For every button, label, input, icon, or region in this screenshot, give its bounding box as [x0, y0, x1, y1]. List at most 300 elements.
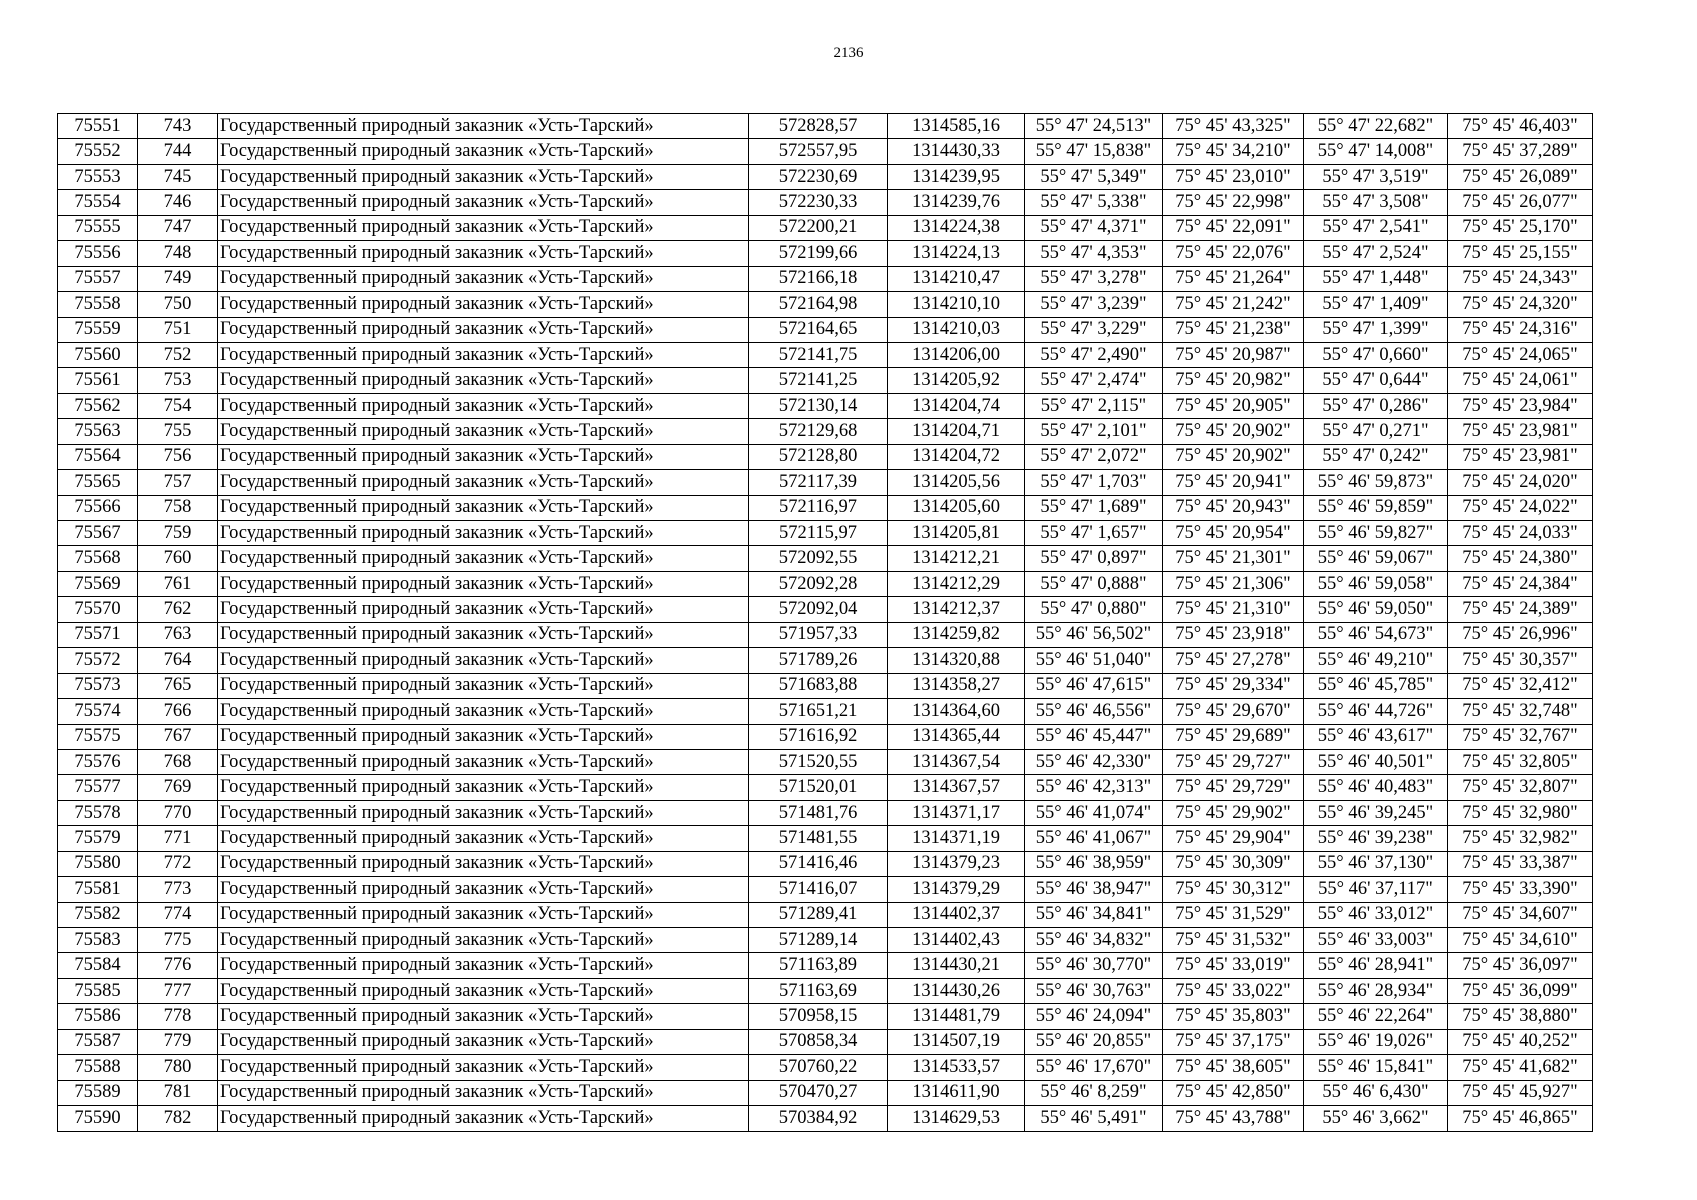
coord-y-cell: 1314205,60	[888, 495, 1025, 520]
point-number-cell: 773	[138, 877, 218, 902]
latitude-1-cell: 55° 46' 34,832"	[1025, 928, 1163, 953]
coord-y-cell: 1314212,29	[888, 571, 1025, 596]
latitude-2-cell: 55° 46' 28,934"	[1304, 978, 1448, 1003]
longitude-2-cell: 75° 45' 34,610"	[1448, 928, 1593, 953]
longitude-1-cell: 75° 45' 30,312"	[1163, 877, 1304, 902]
longitude-2-cell: 75° 45' 32,748"	[1448, 699, 1593, 724]
object-name-cell: Государственный природный заказник «Усть-Тарский»	[218, 877, 749, 902]
table-row	[58, 724, 1593, 749]
longitude-1-cell: 75° 45' 20,941"	[1163, 470, 1304, 495]
point-number-cell: 769	[138, 775, 218, 800]
point-number-cell: 753	[138, 368, 218, 393]
longitude-1-cell: 75° 45' 20,954"	[1163, 521, 1304, 546]
object-name-cell: Государственный природный заказник «Усть-Тарский»	[218, 470, 749, 495]
object-name-cell: Государственный природный заказник «Усть-Тарский»	[218, 419, 749, 444]
table-row	[58, 164, 1593, 189]
coord-y-cell: 1314367,57	[888, 775, 1025, 800]
object-name-cell: Государственный природный заказник «Усть-Тарский»	[218, 978, 749, 1003]
latitude-2-cell: 55° 46' 33,003"	[1304, 928, 1448, 953]
longitude-2-cell: 75° 45' 23,981"	[1448, 444, 1593, 469]
longitude-1-cell: 75° 45' 21,238"	[1163, 317, 1304, 342]
coord-y-cell: 1314210,47	[888, 266, 1025, 291]
table-row	[58, 368, 1593, 393]
coord-y-cell: 1314371,19	[888, 826, 1025, 851]
longitude-2-cell: 75° 45' 32,982"	[1448, 826, 1593, 851]
longitude-2-cell: 75° 45' 24,320"	[1448, 292, 1593, 317]
latitude-1-cell: 55° 47' 2,115"	[1025, 393, 1163, 418]
point-number-cell: 759	[138, 521, 218, 546]
longitude-1-cell: 75° 45' 21,242"	[1163, 292, 1304, 317]
latitude-2-cell: 55° 47' 1,409"	[1304, 292, 1448, 317]
object-name-cell: Государственный природный заказник «Усть-Тарский»	[218, 800, 749, 825]
coord-y-cell: 1314259,82	[888, 622, 1025, 647]
point-number-cell: 780	[138, 1055, 218, 1080]
latitude-2-cell: 55° 46' 59,827"	[1304, 521, 1448, 546]
table-row	[58, 1080, 1593, 1105]
longitude-1-cell: 75° 45' 22,091"	[1163, 215, 1304, 240]
record-number-cell: 75570	[58, 597, 138, 622]
latitude-2-cell: 55° 47' 2,524"	[1304, 241, 1448, 266]
latitude-1-cell: 55° 46' 45,447"	[1025, 724, 1163, 749]
coord-y-cell: 1314204,71	[888, 419, 1025, 444]
record-number-cell: 75568	[58, 546, 138, 571]
longitude-1-cell: 75° 45' 20,902"	[1163, 444, 1304, 469]
longitude-2-cell: 75° 45' 24,065"	[1448, 342, 1593, 367]
object-name-cell: Государственный природный заказник «Усть-Тарский»	[218, 114, 749, 139]
record-number-cell: 75565	[58, 470, 138, 495]
coord-x-cell: 572092,55	[749, 546, 888, 571]
table-row	[58, 800, 1593, 825]
coord-x-cell: 570958,15	[749, 1004, 888, 1029]
coord-x-cell: 572164,98	[749, 292, 888, 317]
coord-x-cell: 572166,18	[749, 266, 888, 291]
longitude-1-cell: 75° 45' 21,301"	[1163, 546, 1304, 571]
object-name-cell: Государственный природный заказник «Усть-Тарский»	[218, 368, 749, 393]
longitude-1-cell: 75° 45' 21,306"	[1163, 571, 1304, 596]
record-number-cell: 75571	[58, 622, 138, 647]
coord-y-cell: 1314364,60	[888, 699, 1025, 724]
table-row	[58, 673, 1593, 698]
table-row	[58, 470, 1593, 495]
latitude-1-cell: 55° 47' 5,338"	[1025, 190, 1163, 215]
coord-x-cell: 570470,27	[749, 1080, 888, 1105]
longitude-1-cell: 75° 45' 33,019"	[1163, 953, 1304, 978]
coord-y-cell: 1314204,74	[888, 393, 1025, 418]
record-number-cell: 75552	[58, 139, 138, 164]
coord-x-cell: 572128,80	[749, 444, 888, 469]
point-number-cell: 774	[138, 902, 218, 927]
longitude-1-cell: 75° 45' 34,210"	[1163, 139, 1304, 164]
coord-x-cell: 571163,69	[749, 978, 888, 1003]
object-name-cell: Государственный природный заказник «Усть-Тарский»	[218, 749, 749, 774]
coord-y-cell: 1314204,72	[888, 444, 1025, 469]
longitude-2-cell: 75° 45' 46,403"	[1448, 114, 1593, 139]
table-row	[58, 775, 1593, 800]
coord-x-cell: 570760,22	[749, 1055, 888, 1080]
longitude-1-cell: 75° 45' 37,175"	[1163, 1029, 1304, 1054]
latitude-2-cell: 55° 47' 22,682"	[1304, 114, 1448, 139]
object-name-cell: Государственный природный заказник «Усть-Тарский»	[218, 673, 749, 698]
coord-x-cell: 571789,26	[749, 648, 888, 673]
object-name-cell: Государственный природный заказник «Усть-Тарский»	[218, 342, 749, 367]
longitude-2-cell: 75° 45' 24,020"	[1448, 470, 1593, 495]
object-name-cell: Государственный природный заказник «Усть-Тарский»	[218, 215, 749, 240]
record-number-cell: 75575	[58, 724, 138, 749]
latitude-1-cell: 55° 46' 51,040"	[1025, 648, 1163, 673]
latitude-1-cell: 55° 46' 20,855"	[1025, 1029, 1163, 1054]
table-row	[58, 851, 1593, 876]
longitude-2-cell: 75° 45' 45,927"	[1448, 1080, 1593, 1105]
record-number-cell: 75559	[58, 317, 138, 342]
coord-y-cell: 1314430,21	[888, 953, 1025, 978]
coord-y-cell: 1314205,81	[888, 521, 1025, 546]
coord-x-cell: 571416,07	[749, 877, 888, 902]
coord-y-cell: 1314358,27	[888, 673, 1025, 698]
latitude-2-cell: 55° 46' 43,617"	[1304, 724, 1448, 749]
latitude-1-cell: 55° 47' 3,229"	[1025, 317, 1163, 342]
coord-y-cell: 1314379,23	[888, 851, 1025, 876]
point-number-cell: 748	[138, 241, 218, 266]
latitude-2-cell: 55° 46' 22,264"	[1304, 1004, 1448, 1029]
table-row	[58, 393, 1593, 418]
record-number-cell: 75560	[58, 342, 138, 367]
record-number-cell: 75576	[58, 749, 138, 774]
object-name-cell: Государственный природный заказник «Усть-Тарский»	[218, 1080, 749, 1105]
coord-x-cell: 571683,88	[749, 673, 888, 698]
table-row	[58, 877, 1593, 902]
table-row	[58, 1055, 1593, 1080]
coord-x-cell: 571520,01	[749, 775, 888, 800]
object-name-cell: Государственный природный заказник «Усть-Тарский»	[218, 775, 749, 800]
coord-x-cell: 571163,89	[749, 953, 888, 978]
latitude-2-cell: 55° 46' 59,873"	[1304, 470, 1448, 495]
latitude-2-cell: 55° 46' 19,026"	[1304, 1029, 1448, 1054]
table-row	[58, 292, 1593, 317]
point-number-cell: 765	[138, 673, 218, 698]
longitude-2-cell: 75° 45' 24,384"	[1448, 571, 1593, 596]
table-row	[58, 495, 1593, 520]
longitude-1-cell: 75° 45' 31,532"	[1163, 928, 1304, 953]
object-name-cell: Государственный природный заказник «Усть-Тарский»	[218, 164, 749, 189]
record-number-cell: 75557	[58, 266, 138, 291]
page-number: 2136	[833, 45, 864, 61]
record-number-cell: 75569	[58, 571, 138, 596]
point-number-cell: 767	[138, 724, 218, 749]
table-body	[58, 114, 1593, 1132]
latitude-1-cell: 55° 46' 38,959"	[1025, 851, 1163, 876]
coord-x-cell: 572092,04	[749, 597, 888, 622]
longitude-2-cell: 75° 45' 25,155"	[1448, 241, 1593, 266]
record-number-cell: 75589	[58, 1080, 138, 1105]
longitude-2-cell: 75° 45' 30,357"	[1448, 648, 1593, 673]
longitude-1-cell: 75° 45' 38,605"	[1163, 1055, 1304, 1080]
longitude-1-cell: 75° 45' 21,310"	[1163, 597, 1304, 622]
latitude-2-cell: 55° 47' 3,508"	[1304, 190, 1448, 215]
longitude-2-cell: 75° 45' 26,996"	[1448, 622, 1593, 647]
longitude-2-cell: 75° 45' 40,252"	[1448, 1029, 1593, 1054]
point-number-cell: 768	[138, 749, 218, 774]
latitude-1-cell: 55° 47' 0,888"	[1025, 571, 1163, 596]
longitude-2-cell: 75° 45' 26,077"	[1448, 190, 1593, 215]
record-number-cell: 75561	[58, 368, 138, 393]
longitude-2-cell: 75° 45' 33,390"	[1448, 877, 1593, 902]
latitude-1-cell: 55° 47' 1,689"	[1025, 495, 1163, 520]
latitude-2-cell: 55° 46' 59,058"	[1304, 571, 1448, 596]
point-number-cell: 749	[138, 266, 218, 291]
table-row	[58, 597, 1593, 622]
longitude-2-cell: 75° 45' 33,387"	[1448, 851, 1593, 876]
longitude-1-cell: 75° 45' 23,010"	[1163, 164, 1304, 189]
coord-y-cell: 1314205,92	[888, 368, 1025, 393]
record-number-cell: 75556	[58, 241, 138, 266]
latitude-2-cell: 55° 46' 37,117"	[1304, 877, 1448, 902]
point-number-cell: 755	[138, 419, 218, 444]
latitude-1-cell: 55° 47' 2,474"	[1025, 368, 1163, 393]
point-number-cell: 760	[138, 546, 218, 571]
object-name-cell: Государственный природный заказник «Усть-Тарский»	[218, 1004, 749, 1029]
record-number-cell: 75567	[58, 521, 138, 546]
record-number-cell: 75558	[58, 292, 138, 317]
object-name-cell: Государственный природный заказник «Усть-Тарский»	[218, 241, 749, 266]
table-row	[58, 826, 1593, 851]
longitude-2-cell: 75° 45' 24,061"	[1448, 368, 1593, 393]
longitude-2-cell: 75° 45' 32,807"	[1448, 775, 1593, 800]
object-name-cell: Государственный природный заказник «Усть-Тарский»	[218, 699, 749, 724]
latitude-2-cell: 55° 47' 3,519"	[1304, 164, 1448, 189]
coord-y-cell: 1314206,00	[888, 342, 1025, 367]
coord-x-cell: 572141,75	[749, 342, 888, 367]
point-number-cell: 772	[138, 851, 218, 876]
latitude-2-cell: 55° 46' 6,430"	[1304, 1080, 1448, 1105]
coord-x-cell: 571481,76	[749, 800, 888, 825]
longitude-1-cell: 75° 45' 35,803"	[1163, 1004, 1304, 1029]
latitude-1-cell: 55° 47' 0,880"	[1025, 597, 1163, 622]
point-number-cell: 778	[138, 1004, 218, 1029]
object-name-cell: Государственный природный заказник «Усть-Тарский»	[218, 648, 749, 673]
coordinates-table	[57, 113, 1593, 1132]
latitude-1-cell: 55° 47' 3,239"	[1025, 292, 1163, 317]
point-number-cell: 756	[138, 444, 218, 469]
coord-x-cell: 572117,39	[749, 470, 888, 495]
latitude-1-cell: 55° 46' 8,259"	[1025, 1080, 1163, 1105]
point-number-cell: 764	[138, 648, 218, 673]
latitude-1-cell: 55° 46' 34,841"	[1025, 902, 1163, 927]
latitude-2-cell: 55° 47' 0,271"	[1304, 419, 1448, 444]
record-number-cell: 75572	[58, 648, 138, 673]
record-number-cell: 75566	[58, 495, 138, 520]
point-number-cell: 757	[138, 470, 218, 495]
longitude-1-cell: 75° 45' 29,689"	[1163, 724, 1304, 749]
coord-x-cell: 572230,33	[749, 190, 888, 215]
longitude-2-cell: 75° 45' 32,805"	[1448, 749, 1593, 774]
point-number-cell: 761	[138, 571, 218, 596]
latitude-1-cell: 55° 47' 1,657"	[1025, 521, 1163, 546]
point-number-cell: 754	[138, 393, 218, 418]
table-row	[58, 317, 1593, 342]
coord-y-cell: 1314367,54	[888, 749, 1025, 774]
latitude-1-cell: 55° 47' 1,703"	[1025, 470, 1163, 495]
latitude-2-cell: 55° 46' 49,210"	[1304, 648, 1448, 673]
coord-x-cell: 570384,92	[749, 1106, 888, 1131]
coord-y-cell: 1314210,10	[888, 292, 1025, 317]
longitude-1-cell: 75° 45' 42,850"	[1163, 1080, 1304, 1105]
object-name-cell: Государственный природный заказник «Усть-Тарский»	[218, 597, 749, 622]
longitude-2-cell: 75° 45' 32,412"	[1448, 673, 1593, 698]
coord-x-cell: 570858,34	[749, 1029, 888, 1054]
point-number-cell: 771	[138, 826, 218, 851]
point-number-cell: 775	[138, 928, 218, 953]
longitude-2-cell: 75° 45' 34,607"	[1448, 902, 1593, 927]
coord-y-cell: 1314212,37	[888, 597, 1025, 622]
coord-x-cell: 571616,92	[749, 724, 888, 749]
latitude-1-cell: 55° 46' 41,074"	[1025, 800, 1163, 825]
coord-y-cell: 1314611,90	[888, 1080, 1025, 1105]
table-row	[58, 419, 1593, 444]
coord-y-cell: 1314481,79	[888, 1004, 1025, 1029]
point-number-cell: 782	[138, 1106, 218, 1131]
longitude-2-cell: 75° 45' 23,981"	[1448, 419, 1593, 444]
latitude-1-cell: 55° 46' 17,670"	[1025, 1055, 1163, 1080]
latitude-2-cell: 55° 46' 54,673"	[1304, 622, 1448, 647]
latitude-2-cell: 55° 47' 1,448"	[1304, 266, 1448, 291]
table-row	[58, 902, 1593, 927]
point-number-cell: 763	[138, 622, 218, 647]
longitude-1-cell: 75° 45' 33,022"	[1163, 978, 1304, 1003]
longitude-1-cell: 75° 45' 20,902"	[1163, 419, 1304, 444]
coord-y-cell: 1314430,26	[888, 978, 1025, 1003]
longitude-1-cell: 75° 45' 29,729"	[1163, 775, 1304, 800]
point-number-cell: 762	[138, 597, 218, 622]
longitude-2-cell: 75° 45' 36,099"	[1448, 978, 1593, 1003]
coord-x-cell: 572557,95	[749, 139, 888, 164]
record-number-cell: 75551	[58, 114, 138, 139]
record-number-cell: 75590	[58, 1106, 138, 1131]
record-number-cell: 75582	[58, 902, 138, 927]
object-name-cell: Государственный природный заказник «Усть-Тарский»	[218, 1106, 749, 1131]
record-number-cell: 75573	[58, 673, 138, 698]
latitude-2-cell: 55° 46' 59,050"	[1304, 597, 1448, 622]
latitude-2-cell: 55° 46' 40,501"	[1304, 749, 1448, 774]
coord-y-cell: 1314224,38	[888, 215, 1025, 240]
latitude-2-cell: 55° 47' 0,242"	[1304, 444, 1448, 469]
table-row	[58, 699, 1593, 724]
latitude-1-cell: 55° 47' 24,513"	[1025, 114, 1163, 139]
longitude-1-cell: 75° 45' 21,264"	[1163, 266, 1304, 291]
object-name-cell: Государственный природный заказник «Усть-Тарский»	[218, 826, 749, 851]
record-number-cell: 75580	[58, 851, 138, 876]
record-number-cell: 75553	[58, 164, 138, 189]
point-number-cell: 781	[138, 1080, 218, 1105]
longitude-2-cell: 75° 45' 36,097"	[1448, 953, 1593, 978]
point-number-cell: 779	[138, 1029, 218, 1054]
coord-x-cell: 572199,66	[749, 241, 888, 266]
longitude-2-cell: 75° 45' 24,389"	[1448, 597, 1593, 622]
longitude-2-cell: 75° 45' 32,980"	[1448, 800, 1593, 825]
object-name-cell: Государственный природный заказник «Усть-Тарский»	[218, 1055, 749, 1080]
coord-y-cell: 1314365,44	[888, 724, 1025, 749]
coord-y-cell: 1314430,33	[888, 139, 1025, 164]
table-row	[58, 1106, 1593, 1131]
longitude-2-cell: 75° 45' 25,170"	[1448, 215, 1593, 240]
record-number-cell: 75587	[58, 1029, 138, 1054]
latitude-2-cell: 55° 47' 0,660"	[1304, 342, 1448, 367]
longitude-1-cell: 75° 45' 23,918"	[1163, 622, 1304, 647]
object-name-cell: Государственный природный заказник «Усть-Тарский»	[218, 495, 749, 520]
point-number-cell: 770	[138, 800, 218, 825]
point-number-cell: 752	[138, 342, 218, 367]
object-name-cell: Государственный природный заказник «Усть-Тарский»	[218, 724, 749, 749]
object-name-cell: Государственный природный заказник «Усть-Тарский»	[218, 953, 749, 978]
object-name-cell: Государственный природный заказник «Усть-Тарский»	[218, 902, 749, 927]
longitude-1-cell: 75° 45' 29,334"	[1163, 673, 1304, 698]
record-number-cell: 75581	[58, 877, 138, 902]
latitude-2-cell: 55° 47' 1,399"	[1304, 317, 1448, 342]
record-number-cell: 75563	[58, 419, 138, 444]
record-number-cell: 75562	[58, 393, 138, 418]
point-number-cell: 746	[138, 190, 218, 215]
object-name-cell: Государственный природный заказник «Усть-Тарский»	[218, 521, 749, 546]
longitude-2-cell: 75° 45' 46,865"	[1448, 1106, 1593, 1131]
coord-x-cell: 571289,14	[749, 928, 888, 953]
longitude-1-cell: 75° 45' 20,987"	[1163, 342, 1304, 367]
object-name-cell: Государственный природный заказник «Усть-Тарский»	[218, 444, 749, 469]
table-row	[58, 139, 1593, 164]
latitude-2-cell: 55° 47' 2,541"	[1304, 215, 1448, 240]
latitude-2-cell: 55° 46' 59,067"	[1304, 546, 1448, 571]
longitude-1-cell: 75° 45' 43,325"	[1163, 114, 1304, 139]
longitude-2-cell: 75° 45' 41,682"	[1448, 1055, 1593, 1080]
point-number-cell: 747	[138, 215, 218, 240]
coord-y-cell: 1314224,13	[888, 241, 1025, 266]
longitude-1-cell: 75° 45' 31,529"	[1163, 902, 1304, 927]
longitude-2-cell: 75° 45' 24,022"	[1448, 495, 1593, 520]
latitude-1-cell: 55° 46' 46,556"	[1025, 699, 1163, 724]
object-name-cell: Государственный природный заказник «Усть-Тарский»	[218, 393, 749, 418]
object-name-cell: Государственный природный заказник «Усть-Тарский»	[218, 292, 749, 317]
longitude-2-cell: 75° 45' 26,089"	[1448, 164, 1593, 189]
longitude-2-cell: 75° 45' 24,316"	[1448, 317, 1593, 342]
record-number-cell: 75578	[58, 800, 138, 825]
point-number-cell: 745	[138, 164, 218, 189]
coord-x-cell: 572129,68	[749, 419, 888, 444]
latitude-2-cell: 55° 46' 33,012"	[1304, 902, 1448, 927]
record-number-cell: 75577	[58, 775, 138, 800]
coord-x-cell: 571520,55	[749, 749, 888, 774]
object-name-cell: Государственный природный заказник «Усть-Тарский»	[218, 928, 749, 953]
table-row	[58, 342, 1593, 367]
latitude-2-cell: 55° 46' 15,841"	[1304, 1055, 1448, 1080]
point-number-cell: 750	[138, 292, 218, 317]
coord-y-cell: 1314320,88	[888, 648, 1025, 673]
longitude-1-cell: 75° 45' 20,982"	[1163, 368, 1304, 393]
object-name-cell: Государственный природный заказник «Усть-Тарский»	[218, 851, 749, 876]
latitude-1-cell: 55° 46' 41,067"	[1025, 826, 1163, 851]
record-number-cell: 75555	[58, 215, 138, 240]
coord-y-cell: 1314629,53	[888, 1106, 1025, 1131]
point-number-cell: 777	[138, 978, 218, 1003]
coord-y-cell: 1314210,03	[888, 317, 1025, 342]
object-name-cell: Государственный природный заказник «Усть-Тарский»	[218, 622, 749, 647]
coord-x-cell: 572115,97	[749, 521, 888, 546]
record-number-cell: 75584	[58, 953, 138, 978]
longitude-2-cell: 75° 45' 24,033"	[1448, 521, 1593, 546]
latitude-1-cell: 55° 47' 0,897"	[1025, 546, 1163, 571]
point-number-cell: 743	[138, 114, 218, 139]
coord-y-cell: 1314402,43	[888, 928, 1025, 953]
object-name-cell: Государственный природный заказник «Усть-Тарский»	[218, 571, 749, 596]
coord-x-cell: 572116,97	[749, 495, 888, 520]
longitude-2-cell: 75° 45' 24,343"	[1448, 266, 1593, 291]
